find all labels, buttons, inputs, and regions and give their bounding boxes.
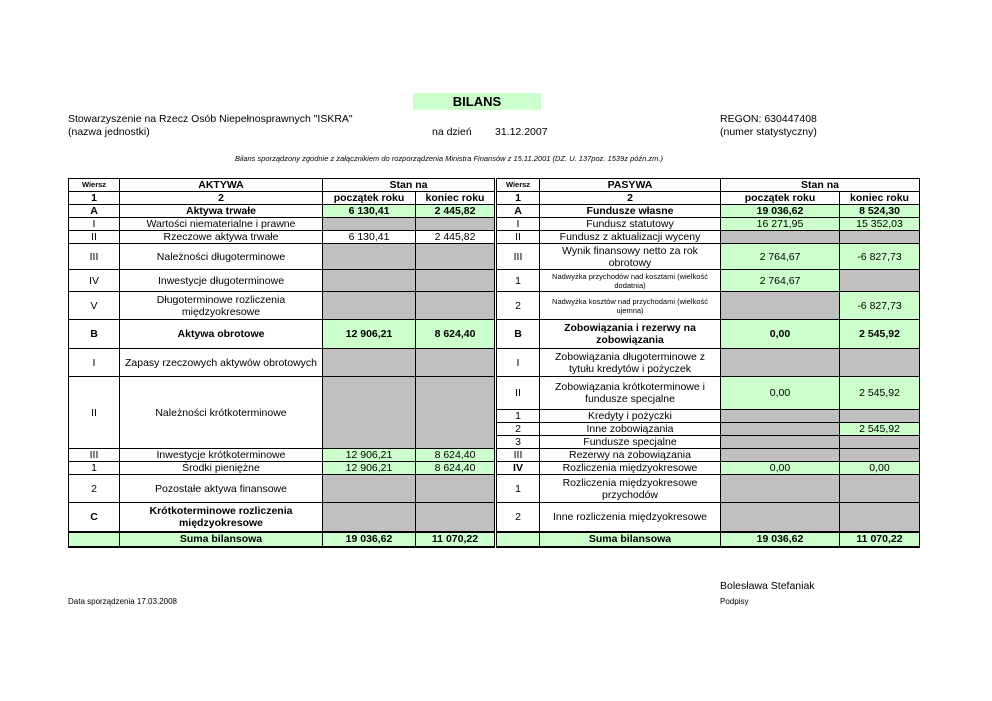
cell-begin bbox=[323, 475, 416, 503]
header-wiersz: Wiersz bbox=[69, 179, 120, 192]
row-label: Aktywa trwałe bbox=[120, 205, 323, 218]
cell-end: 2 445,82 bbox=[416, 231, 495, 244]
row-label: Aktywa obrotowe bbox=[120, 320, 323, 349]
cell-end: 0,00 bbox=[840, 462, 920, 475]
cell-begin bbox=[721, 231, 840, 244]
table-row bbox=[69, 377, 495, 449]
row-code: 2 bbox=[69, 475, 120, 503]
cell-begin bbox=[721, 475, 840, 503]
cell-end bbox=[840, 436, 920, 449]
row-code: II bbox=[69, 231, 120, 244]
header-stan-na: Stan na bbox=[323, 179, 495, 192]
row-code: B bbox=[69, 320, 120, 349]
sum-code bbox=[69, 532, 120, 547]
row-code: 1 bbox=[69, 462, 120, 475]
header-end-year: koniec roku bbox=[840, 192, 920, 205]
row-code: II bbox=[497, 231, 540, 244]
sum-begin: 19 036,62 bbox=[323, 532, 416, 547]
signer-name: Bolesława Stefaniak bbox=[720, 580, 815, 592]
table-row bbox=[69, 503, 495, 532]
cell-end: 2 545,92 bbox=[840, 377, 920, 410]
table-row bbox=[69, 475, 495, 503]
table-row bbox=[497, 503, 920, 532]
date-value: 31.12.2007 bbox=[495, 126, 548, 138]
header-pasywa: PASYWA bbox=[540, 179, 721, 192]
cell-end bbox=[416, 377, 495, 449]
sum-code bbox=[497, 532, 540, 547]
document-title: BILANS bbox=[413, 93, 541, 110]
cell-end: 2 445,82 bbox=[416, 205, 495, 218]
row-code: 2 bbox=[497, 423, 540, 436]
cell-begin bbox=[721, 503, 840, 532]
header-end-year: koniec roku bbox=[416, 192, 495, 205]
table-row bbox=[497, 377, 920, 410]
cell-end: 8 624,40 bbox=[416, 320, 495, 349]
regon-caption: (numer statystyczny) bbox=[720, 126, 817, 138]
table-row bbox=[69, 218, 495, 231]
cell-end bbox=[840, 349, 920, 377]
table-row bbox=[497, 423, 920, 436]
sum-label: Suma bilansowa bbox=[540, 532, 721, 547]
header-begin-year: początek roku bbox=[323, 192, 416, 205]
row-label: Wynik finansowy netto za rok obrotowy bbox=[540, 244, 721, 270]
cell-begin: 6 130,41 bbox=[323, 205, 416, 218]
table-row bbox=[497, 475, 920, 503]
table-row bbox=[69, 292, 495, 320]
row-code: I bbox=[69, 349, 120, 377]
header-number: 1 bbox=[497, 192, 540, 205]
row-label: Fundusze własne bbox=[540, 205, 721, 218]
table-row bbox=[69, 205, 495, 218]
cell-begin bbox=[721, 410, 840, 423]
row-label: Należności krótkoterminowe bbox=[120, 377, 323, 449]
row-label: Długoterminowe rozliczenia międzyokresowe bbox=[120, 292, 323, 320]
row-label: Fundusz statutowy bbox=[540, 218, 721, 231]
header-begin-year: początek roku bbox=[721, 192, 840, 205]
cell-begin: 19 036,62 bbox=[721, 205, 840, 218]
cell-end bbox=[840, 475, 920, 503]
row-code: C bbox=[69, 503, 120, 532]
row-code: B bbox=[497, 320, 540, 349]
cell-begin bbox=[323, 292, 416, 320]
cell-begin: 16 271,95 bbox=[721, 218, 840, 231]
row-label: Nadwyżka kosztów nad przychodami (wielkość ujemna) bbox=[540, 292, 721, 320]
row-code: 2 bbox=[497, 503, 540, 532]
cell-end bbox=[416, 218, 495, 231]
sum-begin: 19 036,62 bbox=[721, 532, 840, 547]
date-label: na dzień bbox=[432, 126, 472, 138]
cell-end bbox=[416, 270, 495, 292]
table-row bbox=[69, 231, 495, 244]
table-row bbox=[497, 462, 920, 475]
row-label: Inne zobowiązania bbox=[540, 423, 721, 436]
table-row bbox=[497, 244, 920, 270]
row-code: II bbox=[497, 377, 540, 410]
table-row bbox=[497, 270, 920, 292]
sum-row bbox=[497, 532, 920, 547]
row-code: A bbox=[497, 205, 540, 218]
header-number: 1 bbox=[69, 192, 120, 205]
table-row bbox=[497, 292, 920, 320]
cell-begin bbox=[323, 349, 416, 377]
table-row bbox=[69, 244, 495, 270]
header-stan-na: Stan na bbox=[721, 179, 920, 192]
header-number: 2 bbox=[540, 192, 721, 205]
row-label: Fundusz z aktualizacji wyceny bbox=[540, 231, 721, 244]
cell-end: -6 827,73 bbox=[840, 292, 920, 320]
row-code: 1 bbox=[497, 410, 540, 423]
cell-end: 8 524,30 bbox=[840, 205, 920, 218]
cell-end: 2 545,92 bbox=[840, 320, 920, 349]
row-code: III bbox=[69, 449, 120, 462]
row-label: Wartości niematerialne i prawne bbox=[120, 218, 323, 231]
table-row bbox=[69, 462, 495, 475]
sum-end: 11 070,22 bbox=[416, 532, 495, 547]
cell-end bbox=[840, 503, 920, 532]
row-label: Rozliczenia międzyokresowe bbox=[540, 462, 721, 475]
cell-end bbox=[416, 292, 495, 320]
table-row bbox=[69, 349, 495, 377]
cell-end bbox=[416, 503, 495, 532]
cell-end: 15 352,03 bbox=[840, 218, 920, 231]
cell-end: 2 545,92 bbox=[840, 423, 920, 436]
row-label: Inne rozliczenia międzyokresowe bbox=[540, 503, 721, 532]
row-label: Rzeczowe aktywa trwałe bbox=[120, 231, 323, 244]
cell-begin: 0,00 bbox=[721, 377, 840, 410]
organization-caption: (nazwa jednostki) bbox=[68, 126, 150, 138]
header-number: 2 bbox=[120, 192, 323, 205]
header-wiersz: Wiersz bbox=[497, 179, 540, 192]
row-code: 1 bbox=[497, 475, 540, 503]
row-label: Zapasy rzeczowych aktywów obrotowych bbox=[120, 349, 323, 377]
row-code: A bbox=[69, 205, 120, 218]
row-code: 2 bbox=[497, 292, 540, 320]
cell-end bbox=[840, 410, 920, 423]
row-code: III bbox=[497, 244, 540, 270]
row-code: III bbox=[69, 244, 120, 270]
table-row bbox=[497, 231, 920, 244]
row-label: Inwestycje krótkoterminowe bbox=[120, 449, 323, 462]
cell-begin bbox=[721, 349, 840, 377]
cell-begin: 6 130,41 bbox=[323, 231, 416, 244]
row-code: V bbox=[69, 292, 120, 320]
row-code: I bbox=[69, 218, 120, 231]
row-code: I bbox=[497, 218, 540, 231]
table-row bbox=[69, 449, 495, 462]
cell-begin: 0,00 bbox=[721, 462, 840, 475]
row-code: 3 bbox=[497, 436, 540, 449]
cell-end: -6 827,73 bbox=[840, 244, 920, 270]
sum-end: 11 070,22 bbox=[840, 532, 920, 547]
regon-number: REGON: 630447408 bbox=[720, 113, 817, 125]
table-row bbox=[497, 449, 920, 462]
cell-begin: 2 764,67 bbox=[721, 270, 840, 292]
row-code: 1 bbox=[497, 270, 540, 292]
cell-begin: 12 906,21 bbox=[323, 449, 416, 462]
row-label: Rozliczenia międzyokresowe przychodów bbox=[540, 475, 721, 503]
table-row bbox=[497, 349, 920, 377]
cell-end: 8 624,40 bbox=[416, 449, 495, 462]
row-label: Zobowiązania długoterminowe z tytułu kredytów i pożyczek bbox=[540, 349, 721, 377]
table-row bbox=[497, 205, 920, 218]
row-label: Należności długoterminowe bbox=[120, 244, 323, 270]
row-label: Zobowiązania i rezerwy na zobowiązania bbox=[540, 320, 721, 349]
cell-begin: 0,00 bbox=[721, 320, 840, 349]
cell-end bbox=[416, 475, 495, 503]
row-label: Środki pieniężne bbox=[120, 462, 323, 475]
cell-end: 8 624,40 bbox=[416, 462, 495, 475]
row-label: Fundusze specjalne bbox=[540, 436, 721, 449]
sum-row bbox=[69, 532, 495, 547]
signatures-caption: Podpisy bbox=[720, 597, 749, 606]
organization-name: Stowarzyszenie na Rzecz Osób Niepełnosprawnych "ISKRA" bbox=[68, 113, 353, 125]
cell-begin bbox=[721, 423, 840, 436]
cell-begin bbox=[323, 244, 416, 270]
table-row bbox=[497, 218, 920, 231]
row-code: I bbox=[497, 349, 540, 377]
table-row bbox=[69, 270, 495, 292]
cell-begin bbox=[323, 270, 416, 292]
row-label: Inwestycje długoterminowe bbox=[120, 270, 323, 292]
table-row bbox=[497, 436, 920, 449]
header-aktywa: AKTYWA bbox=[120, 179, 323, 192]
row-code: III bbox=[497, 449, 540, 462]
table-row bbox=[497, 320, 920, 349]
cell-begin: 12 906,21 bbox=[323, 462, 416, 475]
row-code: IV bbox=[69, 270, 120, 292]
cell-end bbox=[416, 349, 495, 377]
cell-end bbox=[416, 244, 495, 270]
cell-begin bbox=[721, 436, 840, 449]
assets-table bbox=[68, 178, 495, 548]
row-code: II bbox=[69, 377, 120, 449]
liabilities-table bbox=[496, 178, 920, 548]
row-label: Kredyty i pożyczki bbox=[540, 410, 721, 423]
cell-end bbox=[840, 231, 920, 244]
table-row bbox=[69, 320, 495, 349]
table-row bbox=[497, 410, 920, 423]
row-code: IV bbox=[497, 462, 540, 475]
row-label: Zobowiązania krótkoterminowe i fundusze specjalne bbox=[540, 377, 721, 410]
preparation-date: Data sporządzenia 17.03.2008 bbox=[68, 597, 177, 606]
cell-begin bbox=[323, 503, 416, 532]
cell-end bbox=[840, 449, 920, 462]
cell-begin: 12 906,21 bbox=[323, 320, 416, 349]
row-label: Nadwyżka przychodów nad kosztami (wielkość dodatnia) bbox=[540, 270, 721, 292]
cell-end bbox=[840, 270, 920, 292]
cell-begin bbox=[721, 449, 840, 462]
row-label: Rezerwy na zobowiązania bbox=[540, 449, 721, 462]
cell-begin bbox=[721, 292, 840, 320]
legal-note: Bilans sporządzony zgodnie z załącznikiem do rozporządzenia Ministra Finansów z 15.11.2001 (DZ. U. 137poz. 1539z późn.zm.) bbox=[235, 154, 663, 163]
row-label: Pozostałe aktywa finansowe bbox=[120, 475, 323, 503]
cell-begin bbox=[323, 218, 416, 231]
cell-begin bbox=[323, 377, 416, 449]
cell-begin: 2 764,67 bbox=[721, 244, 840, 270]
sum-label: Suma bilansowa bbox=[120, 532, 323, 547]
row-label: Krótkoterminowe rozliczenia międzyokresowe bbox=[120, 503, 323, 532]
